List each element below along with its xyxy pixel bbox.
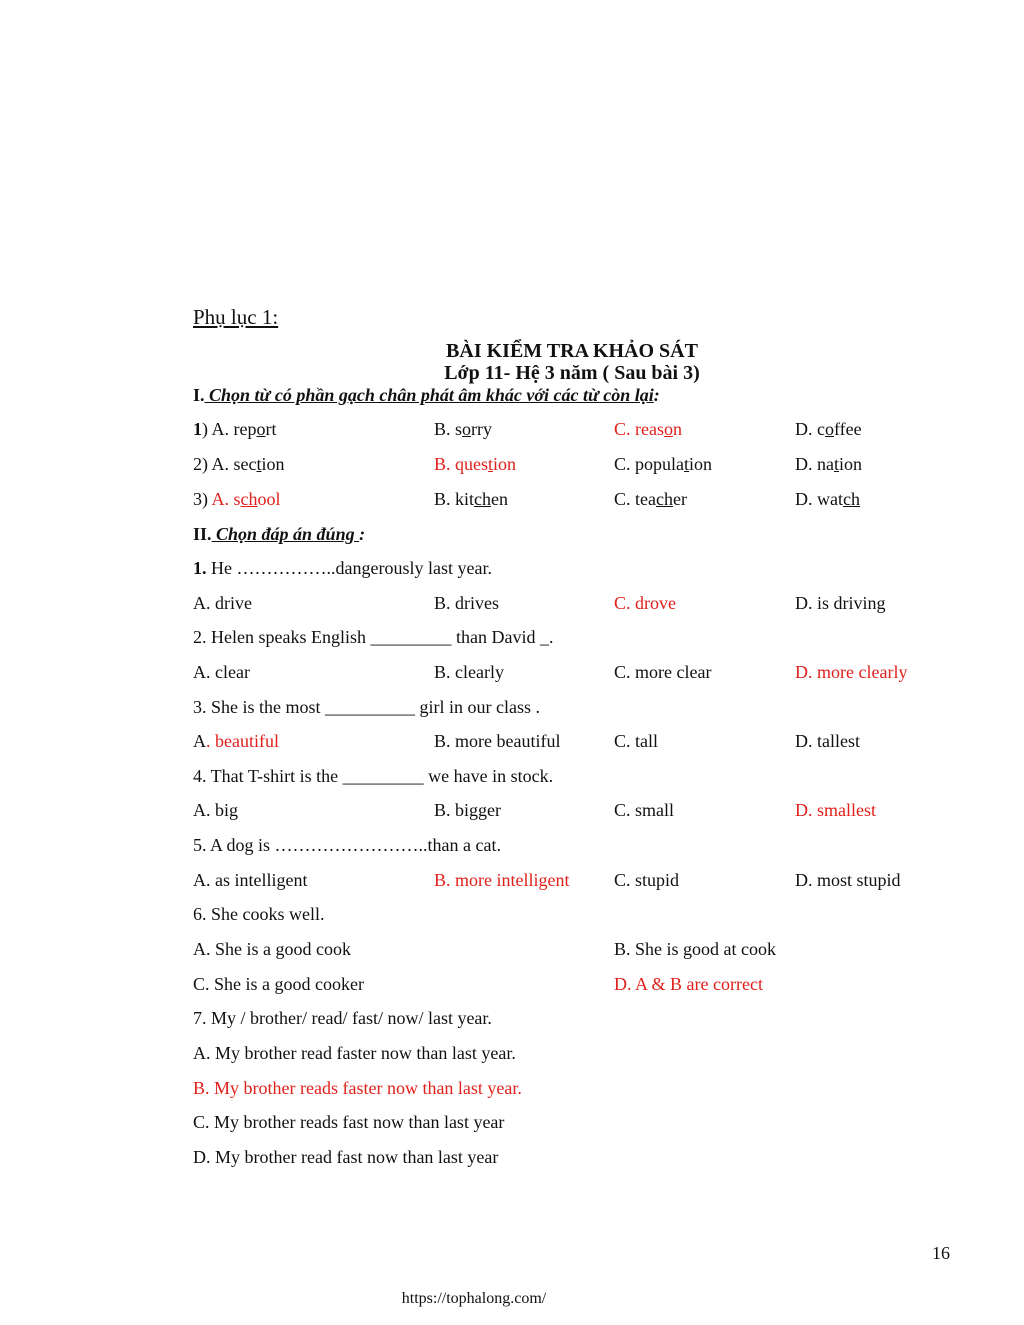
question-7-stem: 7. My / brother/ read/ fast/ now/ last year. (193, 1008, 492, 1028)
option-c: C. She is a good cooker (193, 974, 364, 994)
section-2-number: II. (193, 524, 212, 544)
option-d: D. watch (795, 489, 860, 509)
question-5-stem: 5. A dog is ……………………..than a cat. (193, 835, 501, 855)
page-number: 16 (932, 1243, 950, 1263)
option-a: A. big (193, 800, 238, 820)
option-a-correct: 3) A. school (193, 489, 281, 509)
question-3-options (193, 731, 953, 755)
option-c: C. small (614, 800, 675, 820)
option-a: A. clear (193, 662, 250, 682)
option-d: D. tallest (795, 731, 860, 751)
option-a: A. She is a good cook (193, 939, 351, 959)
question-6-stem: 6. She cooks well. (193, 904, 325, 924)
option-a: 1) A. report (193, 419, 277, 439)
option-d: D. coffee (795, 419, 862, 439)
option-b-correct: B. more intelligent (434, 870, 570, 890)
section-1-heading (193, 385, 660, 406)
option-b: B. drives (434, 593, 499, 613)
option-d-correct: D. smallest (795, 800, 876, 820)
option-c-correct: C. reason (614, 419, 682, 439)
option-d: D. nation (795, 454, 863, 474)
footer-url[interactable]: https://tophalong.com/ (401, 1290, 547, 1307)
option-b: B. kitchen (434, 489, 509, 509)
question-7-option-d: D. My brother read fast now than last year (193, 1147, 499, 1167)
option-a: 2) A. section (193, 454, 285, 474)
section-2-text: Chọn đáp án đúng (211, 524, 360, 544)
test-title: BÀI KIỂM TRA KHẢO SÁT (446, 340, 698, 362)
option-c: C. tall (614, 731, 658, 751)
option-c: C. teacher (614, 489, 687, 509)
option-b: B. more beautiful (434, 731, 561, 751)
test-subtitle: Lớp 11- Hệ 3 năm ( Sau bài 3) (444, 362, 700, 384)
option-c-correct: C. drove (614, 593, 676, 613)
section-2-colon: : (359, 524, 366, 544)
option-a-correct: A. beautiful (193, 731, 279, 751)
question-6-options-cd (193, 974, 953, 998)
question-3-stem: 3. She is the most __________ girl in our class . (193, 697, 540, 717)
option-c: C. population (614, 454, 713, 474)
section-1-text: Chọn từ có phần gạch chân phát âm khác với các từ còn lại (204, 385, 654, 405)
option-d-correct: D. more clearly (795, 662, 908, 682)
question-6-options-ab (193, 939, 953, 963)
section-1-colon: : (653, 385, 660, 405)
question-2-options (193, 662, 953, 686)
option-d-correct: D. A & B are correct (614, 974, 763, 994)
option-a: A. drive (193, 593, 252, 613)
option-c: C. more clear (614, 662, 712, 682)
option-b: B. clearly (434, 662, 504, 682)
option-d: D. most stupid (795, 870, 901, 890)
question-5-options (193, 870, 953, 894)
question-4-stem: 4. That T-shirt is the _________ we have in stock. (193, 766, 554, 786)
question-7-option-a: A. My brother read faster now than last year. (193, 1043, 516, 1063)
option-c: C. stupid (614, 870, 680, 890)
pronunciation-row-1 (193, 419, 953, 443)
question-4-options (193, 800, 953, 824)
question-1-stem: 1. He ……………..dangerously last year. (193, 558, 492, 578)
option-b: B. bigger (434, 800, 501, 820)
appendix-heading: Phụ lục 1: (193, 305, 279, 329)
option-b: B. sorry (434, 419, 493, 439)
option-d: D. is driving (795, 593, 886, 613)
pronunciation-row-2 (193, 454, 953, 478)
section-1-number: I. (193, 385, 205, 405)
pronunciation-row-3 (193, 489, 953, 513)
section-2-heading (193, 524, 365, 545)
question-7-option-c: C. My brother reads fast now than last year (193, 1112, 505, 1132)
option-b-correct: B. question (434, 454, 517, 474)
question-2-stem: 2. Helen speaks English _________ than David _. (193, 627, 554, 647)
question-1-options (193, 593, 953, 617)
option-a: A. as intelligent (193, 870, 308, 890)
option-b: B. She is good at cook (614, 939, 776, 959)
question-7-option-b-correct: B. My brother reads faster now than last year. (193, 1078, 522, 1098)
